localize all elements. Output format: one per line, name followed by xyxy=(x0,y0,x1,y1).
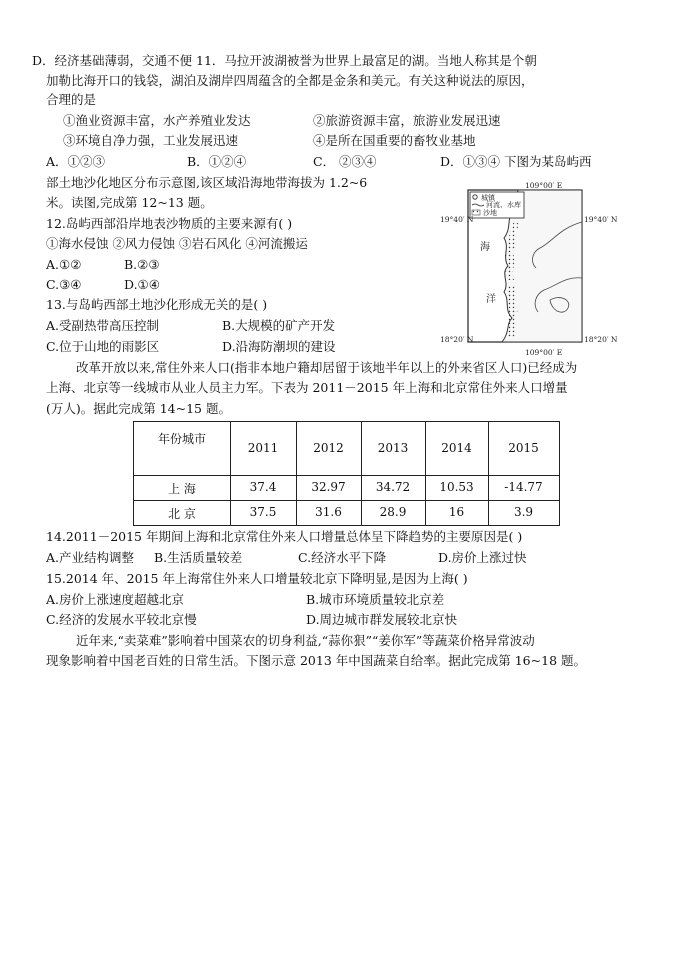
legend-sand-label: 沙地 xyxy=(483,209,497,217)
q12-statements: ①海水侵蚀 ②风力侵蚀 ③岩石风化 ④河流搬运 xyxy=(46,236,308,251)
island-sand-map xyxy=(440,181,618,358)
q11-choice-b: B．①②④ xyxy=(187,154,247,169)
intro-14-line-2: 上海、北京等一线城市从业人员主力军。下表为 2011－2015 年上海和北京常住外来人口增量 xyxy=(46,380,568,395)
intro-16-line-2: 现象影响着中国老百姓的日常生活。下图示意 2013 年中国蔬菜自给率。据此完成第 16~18 题。 xyxy=(46,653,586,668)
longitude-bottom-label: 109°00′ E xyxy=(525,348,563,357)
table-cell: 37.4 xyxy=(249,480,277,494)
legend-city-label: 城镇 xyxy=(481,194,495,202)
table-cell: 37.5 xyxy=(249,505,277,519)
intro-14-line-3: (万人)。据此完成第 14~15 题。 xyxy=(46,401,231,416)
table-year-2014: 2014 xyxy=(441,441,472,455)
q11-line-2: 加勒比海开口的钱袋，湖泊及湖岸四周蕴含的全都是金条和美元。有关这种说法的原因， xyxy=(46,73,534,88)
q15-choice-a: A.房价上涨速度超越北京 xyxy=(46,592,185,607)
table-cell: -14.77 xyxy=(504,480,543,494)
sea-label-2: 洋 xyxy=(486,294,496,305)
q12-stem: 12.岛屿西部沿岸地表沙物质的主要来源有( ) xyxy=(46,216,293,231)
q14-choice-b: B.生活质量较差 xyxy=(154,550,243,565)
sea-label-1: 海 xyxy=(480,242,490,253)
intro-12-line-1: 部土地沙化地区分布示意图,该区域沿海地带海拔为 1.2~6 xyxy=(46,175,368,190)
table-city-shanghai: 上 海 xyxy=(168,482,196,496)
table-year-2012: 2012 xyxy=(313,441,344,455)
q11-choice-d: D．①③④ 下图为某岛屿西 xyxy=(440,154,592,169)
q12-choice-c: C.③④ xyxy=(46,277,82,292)
q11-line-3: 合理的是 xyxy=(46,92,97,107)
q11-option-2: ②旅游资源丰富，旅游业发展迅速 xyxy=(313,113,501,128)
q11-option-4: ④是所在国重要的畜牧业基地 xyxy=(313,133,476,148)
table-cell: 3.9 xyxy=(513,505,534,519)
table-year-2011: 2011 xyxy=(247,441,279,455)
longitude-top-label: 109°00′ E xyxy=(525,181,563,190)
table-cell: 10.53 xyxy=(439,480,474,494)
q11-option-1: ①渔业资源丰富，水产养殖业发达 xyxy=(63,113,251,128)
legend-river-label: 河流、水库 xyxy=(486,201,521,209)
latitude-bottom-left-label: 18°20′ N xyxy=(440,335,474,344)
table-year-2015: 2015 xyxy=(508,441,539,455)
q11-choice-a: A．①②③ xyxy=(46,154,106,169)
q11-choice-c: C． ②③④ xyxy=(313,154,377,169)
q12-choice-d: D.①④ xyxy=(124,277,160,292)
intro-16-line-1: 近年来,“卖菜难”影响着中国菜农的切身利益,“蒜你狠”“姜你军”等蔬菜价格异常波动 xyxy=(76,633,535,648)
migrant-increment-table xyxy=(133,421,560,526)
q15-choice-b: B.城市环境质量较北京差 xyxy=(306,592,445,607)
q14-stem: 14.2011－2015 年期间上海和北京常住外来人口增量总体呈下降趋势的主要原因是( ) xyxy=(46,529,523,544)
table-city-beijing: 北 京 xyxy=(168,507,196,521)
intro-12-line-2: 米。读图,完成第 12~13 题。 xyxy=(46,195,213,210)
q12-choice-a: A.①② xyxy=(46,257,82,272)
q13-choice-c: C.位于山地的雨影区 xyxy=(46,339,160,354)
q15-choice-d: D.周边城市群发展较北京快 xyxy=(306,612,458,627)
q13-choice-a: A.受副热带高压控制 xyxy=(46,318,160,333)
q13-choice-d: D.沿海防潮坝的建设 xyxy=(222,339,336,354)
q13-stem: 13.与岛屿西部土地沙化形成无关的是( ) xyxy=(46,297,268,312)
table-corner-header: 年份城市 xyxy=(157,432,206,446)
intro-14-line-1: 改革开放以来,常住外来人口(指非本地户籍却居留于该地半年以上的外来省区人口)已经成为 xyxy=(76,360,578,375)
table-year-2013: 2013 xyxy=(377,441,409,455)
q11-line-1: D．经济基础薄弱，交通不便 11．马拉开波湖被誉为世界上最富足的湖。当地人称其是个朝 xyxy=(32,53,537,68)
q14-choice-d: D.房价上涨过快 xyxy=(438,550,527,565)
q13-choice-b: B.大规模的矿产开发 xyxy=(222,318,336,333)
q12-choice-b: B.②③ xyxy=(124,257,160,272)
q14-choice-c: C.经济水平下降 xyxy=(298,550,387,565)
latitude-bottom-right-label: 18°20′ N xyxy=(584,335,618,344)
table-cell: 16 xyxy=(448,505,465,519)
q11-option-3: ③环境自净力强，工业发展迅速 xyxy=(63,133,239,148)
q15-stem: 15.2014 年、2015 年上海常住外来人口增量较北京下降明显,是因为上海( ) xyxy=(46,571,468,586)
q14-choice-a: A.产业结构调整 xyxy=(46,550,135,565)
table-cell: 28.9 xyxy=(379,505,407,519)
table-cell: 34.72 xyxy=(375,480,411,494)
q15-choice-c: C.经济的发展水平较北京慢 xyxy=(46,612,197,627)
table-cell: 31.6 xyxy=(315,505,342,519)
table-cell: 32.97 xyxy=(311,480,346,494)
latitude-top-left-label: 19°40′ N xyxy=(440,215,474,224)
latitude-top-right-label: 19°40′ N xyxy=(584,215,618,224)
